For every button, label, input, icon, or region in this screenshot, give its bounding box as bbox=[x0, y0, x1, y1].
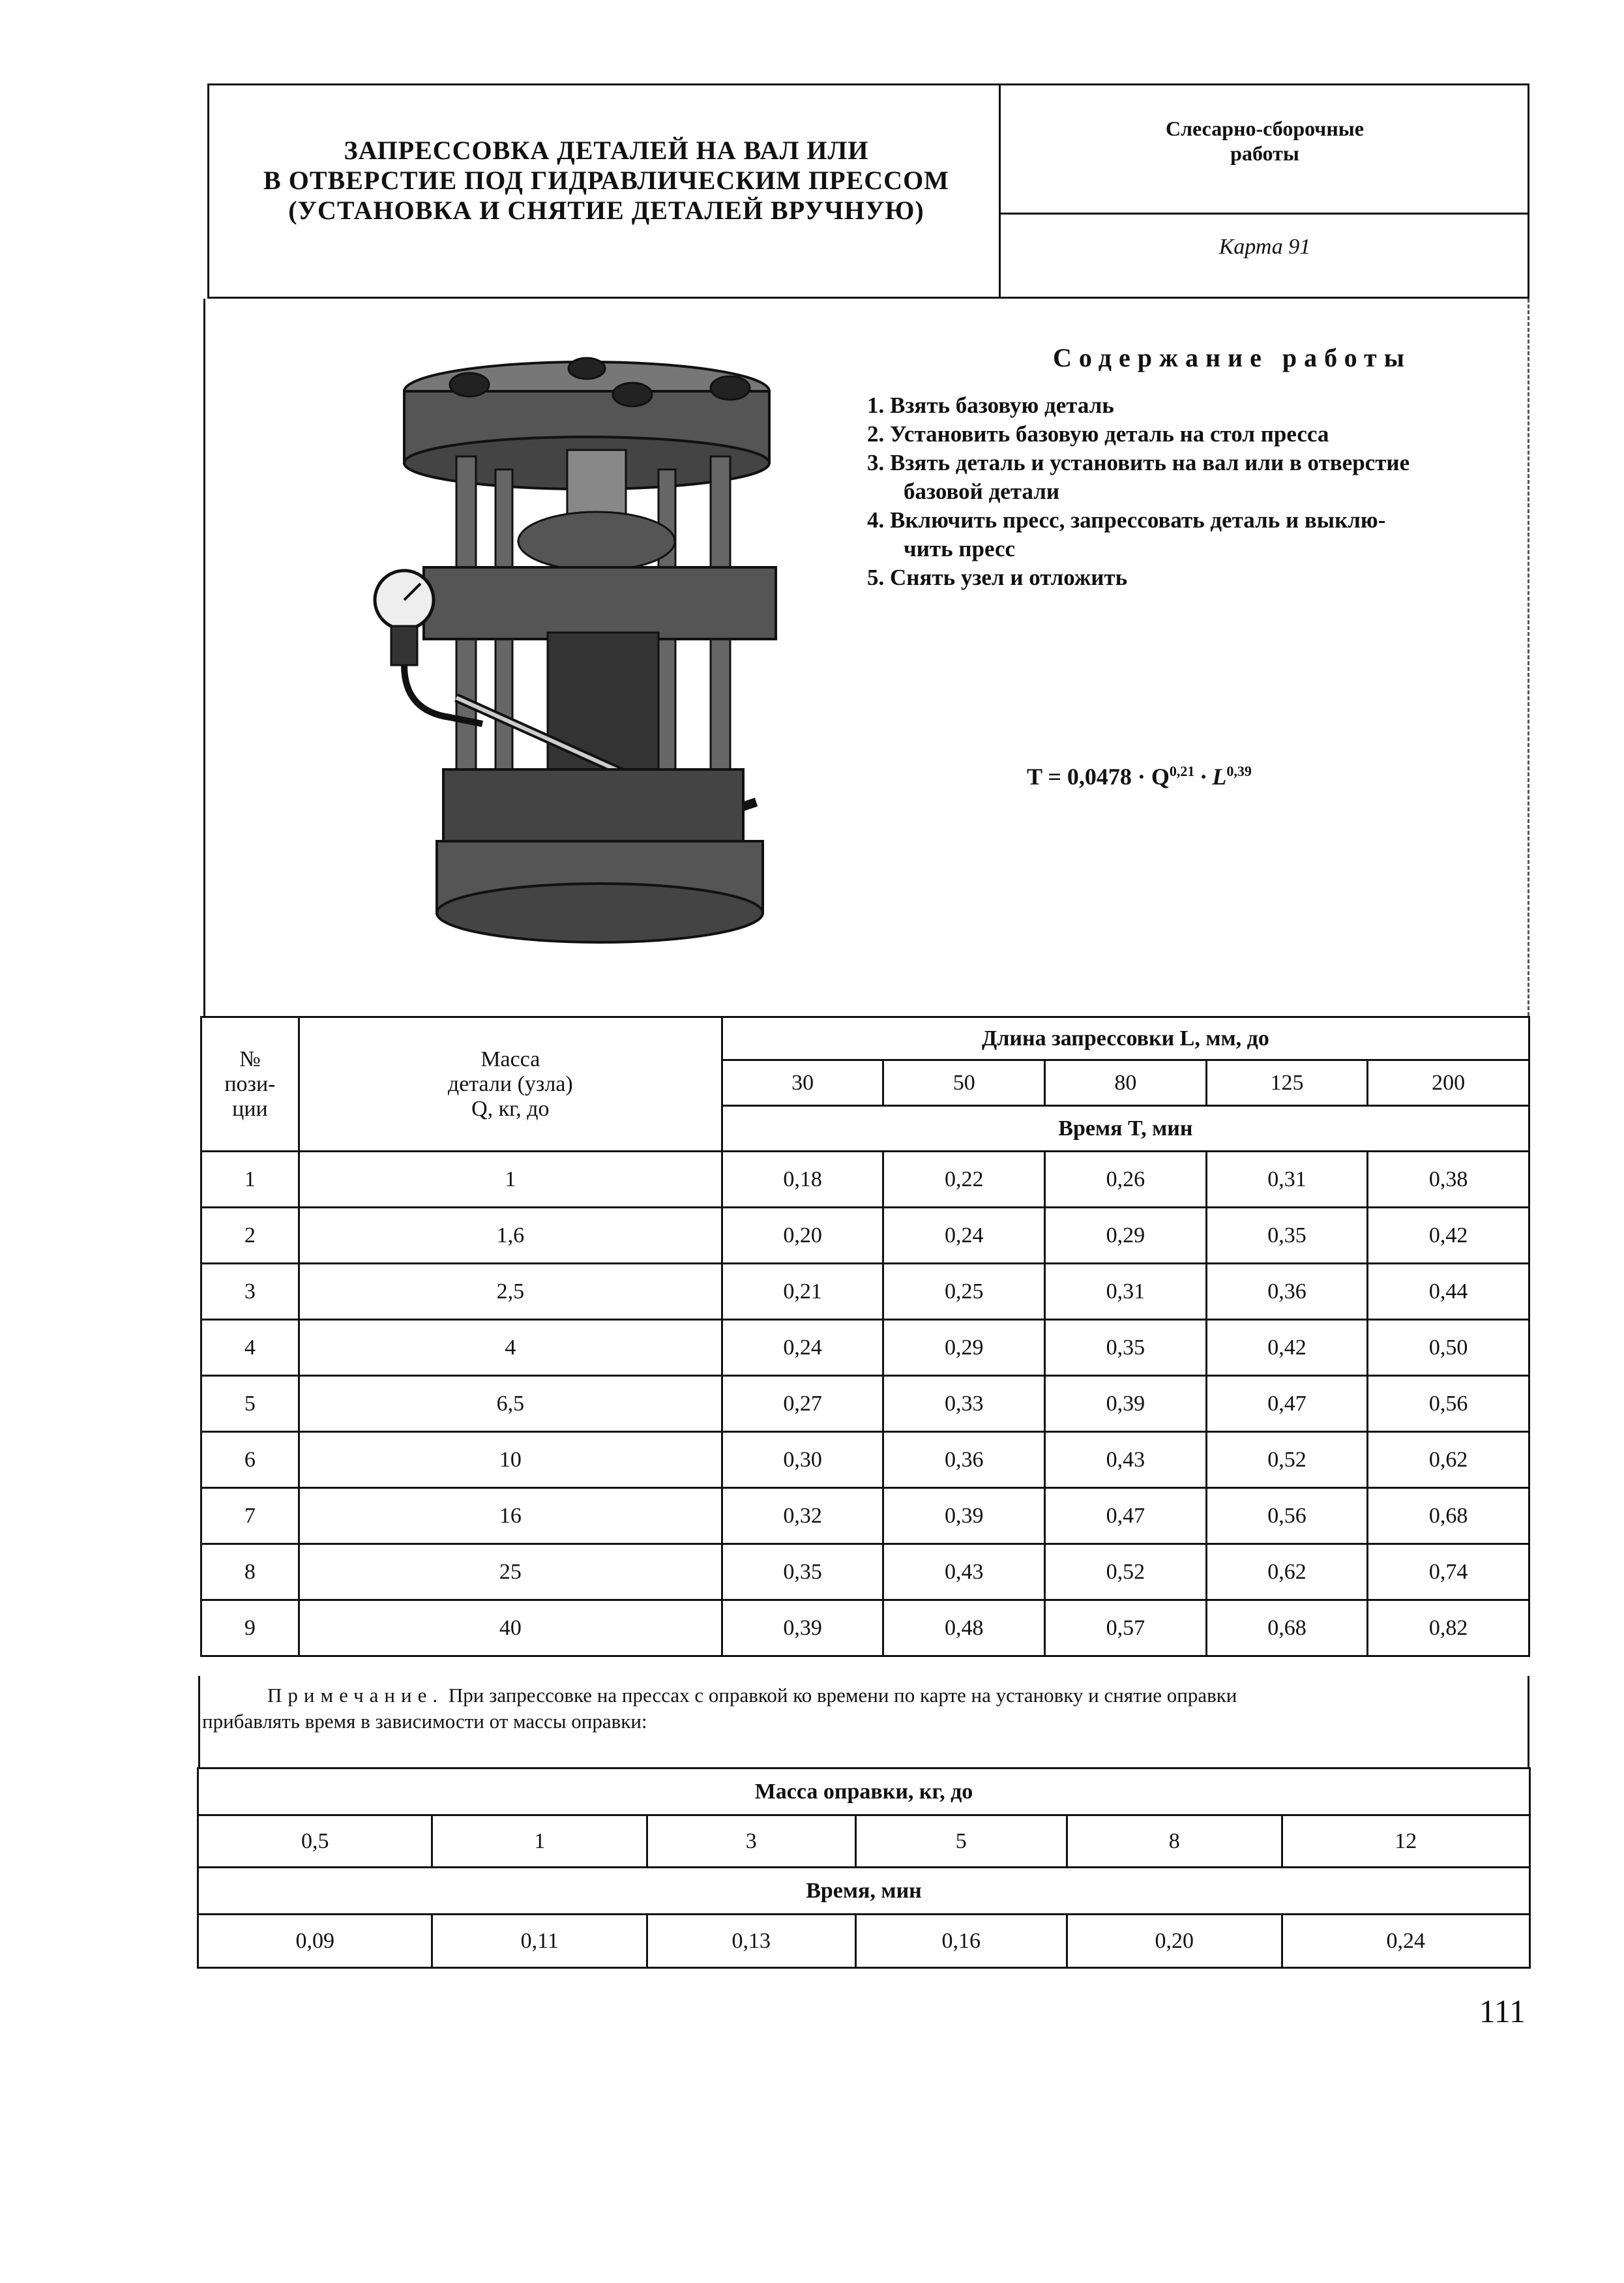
mandrel-time: 0,16 bbox=[855, 1915, 1067, 1968]
length-value: 30 bbox=[722, 1060, 883, 1106]
time-header: Время T, мин bbox=[722, 1106, 1529, 1152]
mandrel-mass: 12 bbox=[1282, 1815, 1529, 1868]
work-steps-list bbox=[867, 391, 1519, 592]
table-row: 2 1,6 0,20 0,24 0,29 0,35 0,42 bbox=[201, 1208, 1529, 1264]
length-value: 200 bbox=[1368, 1060, 1529, 1106]
time-formula bbox=[1027, 763, 1252, 790]
mandrel-mass: 0,5 bbox=[198, 1815, 432, 1868]
press-middle-beam bbox=[424, 567, 776, 639]
work-step: 5. Снять узел и отложить bbox=[867, 565, 1128, 590]
length-value: 125 bbox=[1206, 1060, 1368, 1106]
card-number: Карта 91 bbox=[1218, 235, 1311, 259]
press-table bbox=[443, 769, 743, 841]
mandrel-mass: 1 bbox=[432, 1815, 647, 1868]
formula-mid: · L bbox=[1194, 764, 1227, 790]
note-line-1: При запрессовке на прессах с оправкой ко времени по карте на установку и снятие оправки bbox=[448, 1684, 1237, 1707]
table-row: 1 1 0,18 0,22 0,26 0,31 0,38 bbox=[201, 1152, 1529, 1208]
table-row: 5 6,5 0,27 0,33 0,39 0,47 0,56 bbox=[201, 1376, 1529, 1432]
length-value: 50 bbox=[883, 1060, 1045, 1106]
work-content-heading: Содержание работы bbox=[1053, 343, 1411, 372]
mandrel-mass-header: Масса оправки, кг, до bbox=[198, 1768, 1530, 1815]
mandrel-time: 0,24 bbox=[1282, 1915, 1529, 1968]
page-number: 111 bbox=[1479, 1993, 1526, 2029]
table-row: 8 25 0,35 0,43 0,52 0,62 0,74 bbox=[201, 1544, 1529, 1600]
mandrel-time-table bbox=[197, 1767, 1531, 1969]
work-category-line: работы bbox=[1230, 142, 1299, 165]
work-step: 3. Взять деталь и установить на вал или в отверстие bbox=[867, 450, 1410, 475]
work-category bbox=[1004, 116, 1526, 166]
header-vertical-divider bbox=[999, 83, 1001, 299]
table-row: 6 10 0,30 0,36 0,43 0,52 0,62 bbox=[201, 1432, 1529, 1488]
card-title-line: (УСТАНОВКА И СНЯТИЕ ДЕТАЛЕЙ ВРУЧНУЮ) bbox=[288, 196, 924, 225]
mandrel-time: 0,13 bbox=[647, 1915, 855, 1968]
table-row: 9 40 0,39 0,48 0,57 0,68 0,82 bbox=[201, 1600, 1529, 1656]
note-line-2: прибавлять время в зависимости от массы оправки: bbox=[202, 1710, 647, 1733]
mandrel-mass: 8 bbox=[1067, 1815, 1282, 1868]
length-value: 80 bbox=[1045, 1060, 1207, 1106]
table-row: 7 16 0,32 0,39 0,47 0,56 0,68 bbox=[201, 1488, 1529, 1544]
time-norms-table bbox=[200, 1016, 1530, 1657]
work-step: 2. Установить базовую деталь на стол пресса bbox=[867, 421, 1329, 447]
work-step: чить пресс bbox=[904, 536, 1016, 561]
mandrel-time: 0,09 bbox=[198, 1915, 432, 1968]
mandrel-time-header: Время, мин bbox=[198, 1868, 1530, 1915]
work-category-line: Слесарно-сборочные bbox=[1166, 117, 1364, 140]
mandrel-time: 0,20 bbox=[1067, 1915, 1282, 1968]
mandrel-mass: 3 bbox=[647, 1815, 855, 1868]
card-title-line: В ОТВЕРСТИЕ ПОД ГИДРАВЛИЧЕСКИМ ПРЕССОМ bbox=[263, 166, 949, 195]
mandrel-time: 0,11 bbox=[432, 1915, 647, 1968]
note-text bbox=[202, 1682, 1519, 1735]
table-row: 4 4 0,24 0,29 0,35 0,42 0,50 bbox=[201, 1320, 1529, 1376]
hydraulic-press-illustration bbox=[352, 346, 808, 959]
work-step: базовой детали bbox=[904, 479, 1060, 504]
card-title bbox=[222, 136, 991, 226]
mass-column-header: Масса детали (узла) Q, кг, до bbox=[299, 1017, 722, 1152]
formula-exp-q: 0,21 bbox=[1169, 763, 1195, 779]
table-row: 3 2,5 0,21 0,25 0,31 0,36 0,44 bbox=[201, 1264, 1529, 1320]
position-column-header: № пози- ции bbox=[201, 1017, 299, 1152]
work-step: 1. Взять базовую деталь bbox=[867, 393, 1114, 418]
formula-exp-l: 0,39 bbox=[1226, 763, 1252, 779]
formula-base: T = 0,0478 · Q bbox=[1027, 764, 1170, 790]
length-header: Длина запрессовки L, мм, до bbox=[722, 1017, 1529, 1060]
note-label: Примечание. bbox=[267, 1684, 444, 1707]
card-title-line: ЗАПРЕССОВКА ДЕТАЛЕЙ НА ВАЛ ИЛИ bbox=[344, 136, 869, 165]
header-horizontal-divider bbox=[999, 213, 1529, 215]
mandrel-mass: 5 bbox=[855, 1815, 1067, 1868]
work-step: 4. Включить пресс, запрессовать деталь и выклю- bbox=[867, 507, 1386, 533]
